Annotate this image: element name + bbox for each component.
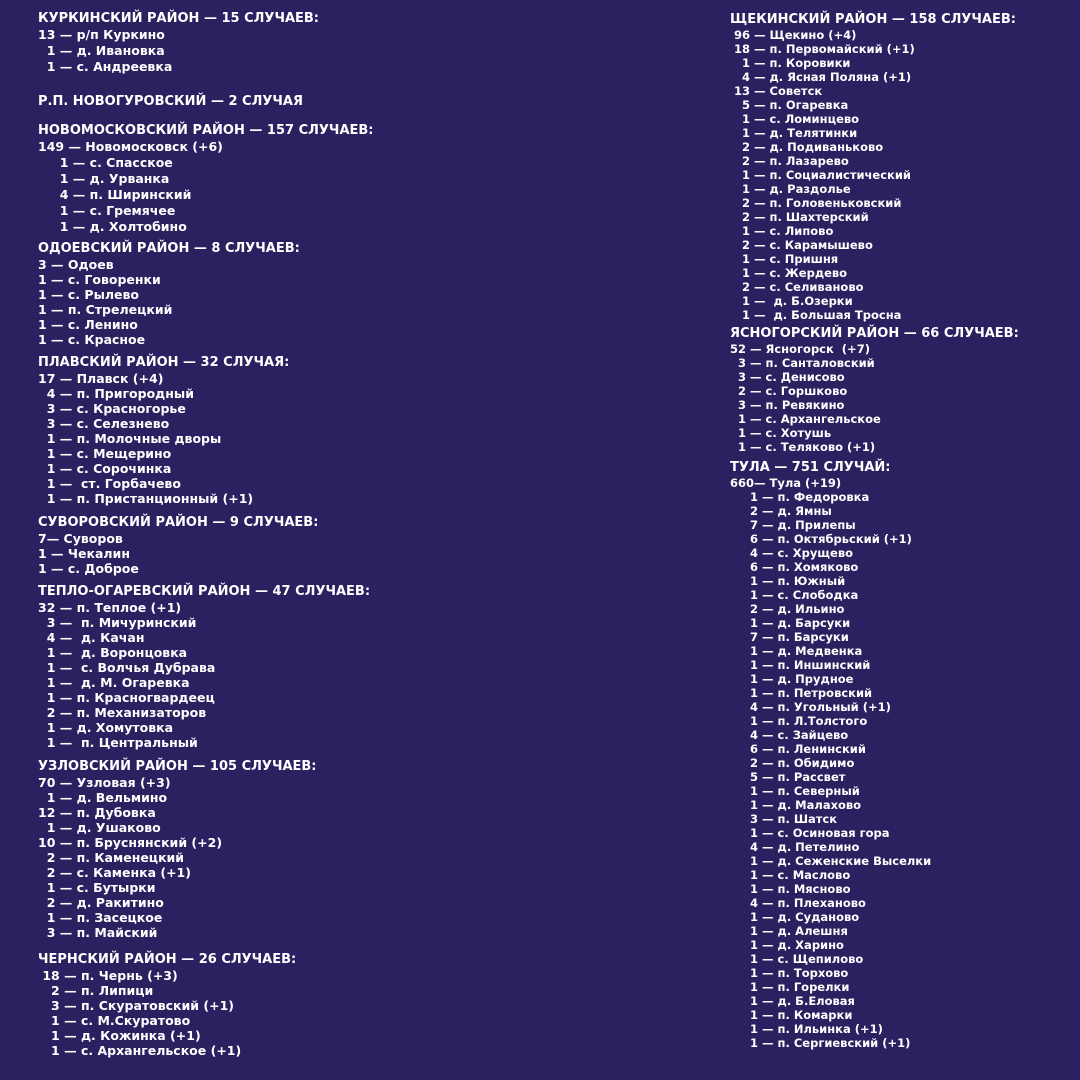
locality-line: 3 — п. Санталовский (730, 356, 875, 370)
locality-line: 2 — с. Горшково (730, 384, 848, 398)
locality-line: 1 — с. Осиновая гора (730, 826, 890, 840)
locality-line: 1 — д. Кожинка (+1) (38, 1028, 201, 1043)
locality-line: 1 — п. Социалистический (730, 168, 911, 182)
locality-line: 1 — п. Комарки (730, 1008, 853, 1022)
locality-line: 1 — с. Говоренки (38, 272, 161, 287)
district-heading: Р.П. НОВОГУРОВСКИЙ — 2 СЛУЧАЯ (38, 94, 303, 109)
locality-line: 1 — п. Петровский (730, 686, 873, 700)
district-heading: ОДОЕВСКИЙ РАЙОН — 8 СЛУЧАЕВ: (38, 241, 300, 256)
locality-line: 1 — д. Харино (730, 938, 844, 952)
locality-line: 2 — п. Лазарево (730, 154, 849, 168)
locality-line: 2 — п. Липици (38, 983, 154, 998)
locality-line: 1 — с. Ленино (38, 317, 138, 332)
locality-line: 6 — п. Октябрьский (+1) (730, 532, 912, 546)
locality-line: 2 — п. Каменецкий (38, 850, 185, 865)
locality-line: 18 — п. Чернь (+3) (38, 968, 178, 983)
locality-line: 1 — д. Холтобино (38, 219, 187, 234)
district-section-shchekinsky (730, 12, 1016, 322)
locality-line: 1 — с. Архангельское (+1) (38, 1043, 242, 1058)
locality-line: 1 — п. Мясново (730, 882, 851, 896)
locality-line: 1 — д. Ивановка (38, 43, 165, 58)
locality-line: 1 — п. Коровики (730, 56, 851, 70)
locality-line: 3 — с. Красногорье (38, 401, 186, 416)
locality-line: 2 — д. Подиваньково (730, 140, 884, 154)
locality-line: 3 — Одоев (38, 257, 114, 272)
locality-line: 5 — п. Рассвет (730, 770, 846, 784)
locality-line: 1 — п. Засецкое (38, 910, 163, 925)
locality-line: 10 — п. Бруснянский (+2) (38, 835, 223, 850)
locality-line: 1 — д. Медвенка (730, 644, 863, 658)
locality-line: 32 — п. Теплое (+1) (38, 600, 182, 615)
locality-line: 1 — д. Хомутовка (38, 720, 174, 735)
locality-line: 4 — п. Пригородный (38, 386, 194, 401)
locality-line: 1 — д. Сеженские Выселки (730, 854, 932, 868)
locality-line: 1 — д. Ушаково (38, 820, 161, 835)
locality-line: 1 — с. М.Скуратово (38, 1013, 191, 1028)
locality-line: 3 — п. Майский (38, 925, 158, 940)
locality-line: 4 — д. Ясная Поляна (+1) (730, 70, 912, 84)
locality-line: 4 — п. Ширинский (38, 187, 192, 202)
locality-line: 1 — п. Южный (730, 574, 846, 588)
locality-line: 1 — с. Спасское (38, 155, 173, 170)
locality-line: 1 — п. Иншинский (730, 658, 871, 672)
locality-line: 1 — п. Горелки (730, 980, 850, 994)
district-heading: НОВОМОСКОВСКИЙ РАЙОН — 157 СЛУЧАЕВ: (38, 123, 374, 138)
district-section-teplo-ogarevsky (38, 584, 370, 750)
district-section-odoevsky (38, 241, 300, 347)
locality-line: 1 — п. Северный (730, 784, 860, 798)
locality-line: 2 — д. Ракитино (38, 895, 164, 910)
locality-line: 2 — с. Каменка (+1) (38, 865, 191, 880)
locality-line: 4 — д. Качан (38, 630, 145, 645)
locality-line: 2 — п. Механизаторов (38, 705, 207, 720)
district-heading: КУРКИНСКИЙ РАЙОН — 15 СЛУЧАЕВ: (38, 11, 319, 26)
district-section-yasnogorsky (730, 326, 1019, 454)
district-heading: ТУЛА — 751 СЛУЧАЙ: (730, 460, 891, 475)
locality-line: 1 — с. Щепилово (730, 952, 864, 966)
locality-line: 1 — с. Рылево (38, 287, 140, 302)
locality-line: 1 — д. Вельмино (38, 790, 168, 805)
locality-line: 13 — Советск (730, 84, 823, 98)
locality-line: 1 — п. Молочные дворы (38, 431, 222, 446)
locality-line: 1 — с. Мещерино (38, 446, 172, 461)
locality-line: 1 — д. Суданово (730, 910, 860, 924)
locality-line: 4 — п. Плеханово (730, 896, 866, 910)
district-section-novogurovsky (38, 94, 303, 110)
locality-line: 1 — с. Архангельское (730, 412, 881, 426)
locality-line: 3 — п. Мичуринский (38, 615, 197, 630)
locality-line: 2 — д. Ямны (730, 504, 832, 518)
locality-line: 1 — д. Б.Озерки (730, 294, 853, 308)
locality-line: 3 — с. Селезнево (38, 416, 170, 431)
locality-line: 4 — с. Хрущево (730, 546, 854, 560)
locality-line: 1 — д. Раздолье (730, 182, 851, 196)
locality-line: 660— Тула (+19) (730, 476, 842, 490)
district-section-kurkinsky (38, 11, 319, 75)
locality-line: 1 — п. Центральный (38, 735, 198, 750)
locality-line: 1 — п. Стрелецкий (38, 302, 173, 317)
locality-line: 1 — с. Гремячее (38, 203, 176, 218)
locality-line: 7 — п. Барсуки (730, 630, 849, 644)
locality-line: 4 — с. Зайцево (730, 728, 849, 742)
locality-line: 1 — с. Жердево (730, 266, 848, 280)
locality-line: 1 — д. Воронцовка (38, 645, 188, 660)
locality-line: 1 — п. Сергиевский (+1) (730, 1036, 911, 1050)
locality-line: 1 — д. Прудное (730, 672, 854, 686)
locality-line: 1 — с. Хотушь (730, 426, 832, 440)
locality-line: 1 — с. Волчья Дубрава (38, 660, 216, 675)
locality-line: 6 — п. Хомяково (730, 560, 859, 574)
locality-line: 1 — с. Доброе (38, 561, 139, 576)
district-section-uzlovsky (38, 759, 317, 940)
locality-line: 1 — п. Ильинка (+1) (730, 1022, 883, 1036)
locality-line: 1 — д. Урванка (38, 171, 170, 186)
locality-line: 2 — п. Головеньковский (730, 196, 902, 210)
locality-line: 13 — р/п Куркино (38, 27, 165, 42)
locality-line: 12 — п. Дубовка (38, 805, 156, 820)
locality-line: 1 — п. Л.Толстого (730, 714, 868, 728)
locality-line: 1 — с. Пришня (730, 252, 839, 266)
locality-line: 1 — д. Барсуки (730, 616, 851, 630)
locality-line: 3 — п. Шатск (730, 812, 838, 826)
locality-line: 1 — д. Малахово (730, 798, 862, 812)
district-heading: ПЛАВСКИЙ РАЙОН — 32 СЛУЧАЯ: (38, 355, 290, 370)
locality-line: 1 — п. Торхово (730, 966, 849, 980)
locality-line: 5 — п. Огаревка (730, 98, 849, 112)
locality-line: 18 — п. Первомайский (+1) (730, 42, 915, 56)
locality-line: 1 — с. Липово (730, 224, 834, 238)
district-section-chernsky (38, 952, 296, 1058)
locality-line: 17 — Плавск (+4) (38, 371, 164, 386)
district-heading: СУВОРОВСКИЙ РАЙОН — 9 СЛУЧАЕВ: (38, 515, 319, 530)
locality-line: 1 — с. Бутырки (38, 880, 156, 895)
locality-line: 1 — д. Б.Еловая (730, 994, 855, 1008)
locality-line: 1 — с. Маслово (730, 868, 851, 882)
locality-line: 3 — п. Скуратовский (+1) (38, 998, 234, 1013)
locality-line: 7 — д. Прилепы (730, 518, 856, 532)
locality-line: 1 — д. Алешня (730, 924, 848, 938)
locality-line: 4 — п. Угольный (+1) (730, 700, 891, 714)
locality-line: 3 — п. Ревякино (730, 398, 845, 412)
locality-line: 1 — с. Ломинцево (730, 112, 860, 126)
locality-line: 6 — п. Ленинский (730, 742, 866, 756)
locality-line: 2 — п. Обидимо (730, 756, 855, 770)
locality-line: 1 — с. Андреевка (38, 59, 173, 74)
locality-line: 1 — п. Федоровка (730, 490, 870, 504)
locality-line: 4 — д. Петелино (730, 840, 860, 854)
locality-line: 70 — Узловая (+3) (38, 775, 171, 790)
locality-line: 1 — д. М. Огаревка (38, 675, 190, 690)
district-heading: УЗЛОВСКИЙ РАЙОН — 105 СЛУЧАЕВ: (38, 759, 317, 774)
locality-line: 2 — с. Селиваново (730, 280, 864, 294)
locality-line: 1 — п. Красногвардеец (38, 690, 215, 705)
locality-line: 1 — с. Слободка (730, 588, 859, 602)
locality-line: 1 — Чекалин (38, 546, 130, 561)
district-section-novomoskovsky (38, 123, 374, 235)
locality-line: 1 — д. Телятинки (730, 126, 858, 140)
locality-line: 1 — д. Большая Тросна (730, 308, 902, 322)
locality-line: 2 — д. Ильино (730, 602, 845, 616)
locality-line: 1 — с. Теляково (+1) (730, 440, 876, 454)
locality-line: 1 — ст. Горбачево (38, 476, 181, 491)
locality-line: 149 — Новомосковск (+6) (38, 139, 223, 154)
locality-line: 1 — п. Пристанционный (+1) (38, 491, 254, 506)
district-heading: ЩЕКИНСКИЙ РАЙОН — 158 СЛУЧАЕВ: (730, 12, 1016, 27)
locality-line: 1 — с. Сорочинка (38, 461, 172, 476)
locality-line: 52 — Ясногорск (+7) (730, 342, 870, 356)
locality-line: 1 — с. Красное (38, 332, 146, 347)
locality-line: 2 — с. Карамышево (730, 238, 873, 252)
district-section-tula (730, 460, 931, 1050)
district-heading: ЯСНОГОРСКИЙ РАЙОН — 66 СЛУЧАЕВ: (730, 326, 1019, 341)
district-section-suvorovsky (38, 515, 318, 576)
district-heading: ТЕПЛО-ОГАРЕВСКИЙ РАЙОН — 47 СЛУЧАЕВ: (38, 584, 371, 599)
locality-line: 3 — с. Денисово (730, 370, 845, 384)
locality-line: 96 — Щекино (+4) (730, 28, 857, 42)
locality-line: 7— Суворов (38, 531, 123, 546)
district-heading: ЧЕРНСКИЙ РАЙОН — 26 СЛУЧАЕВ: (38, 952, 297, 967)
district-section-plavsky (38, 355, 289, 506)
locality-line: 2 — п. Шахтерский (730, 210, 869, 224)
